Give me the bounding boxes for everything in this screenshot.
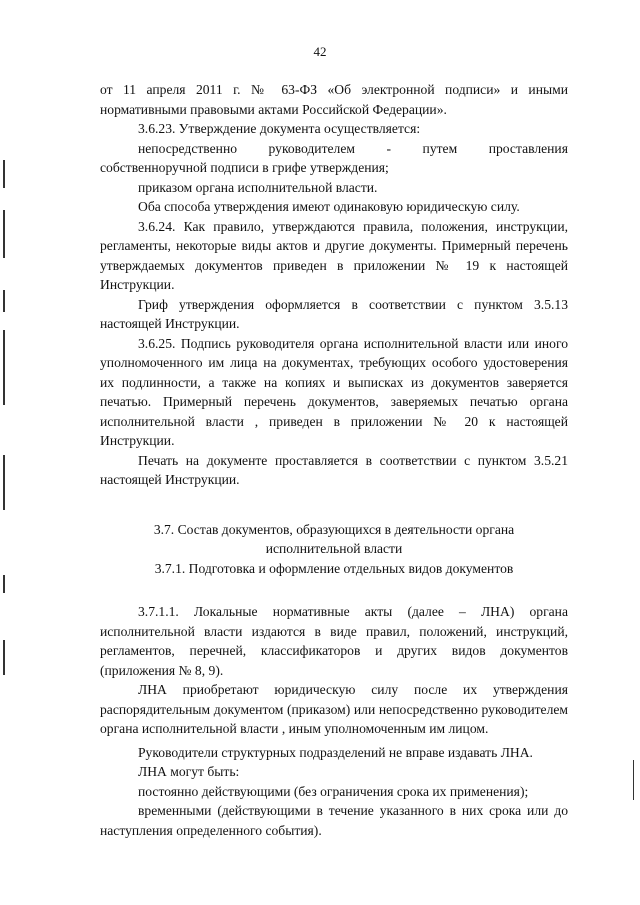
paragraph: нормативными правовыми актами Российской Федерации». (100, 101, 447, 117)
paragraph: ЛНА могут быть: (138, 764, 240, 779)
paragraph: 3.6.25. Подпись руководителя органа исполнительной власти или иного уполномоченного им лица на документах, требующих особого удостоверения их подлинности, а также на копиях и выписках из документов заверяется печатью. Примерный перечень документов, заверяемых печатью органа исполнительной власти , приведен в приложении № 20 к настоящей Инструкции. (100, 335, 568, 448)
paragraph: приказом органа исполнительной власти. (138, 179, 378, 195)
page-number: 42 (313, 44, 327, 59)
paragraph: Печать на документе проставляется в соответствии с пунктом 3.5.21 настоящей Инструкции. (100, 452, 568, 487)
word: руководителем (268, 140, 355, 156)
scan-edge-mark (3, 640, 5, 675)
paragraph: Гриф утверждения оформляется в соответствии с пунктом 3.5.13 настоящей Инструкции. (100, 296, 568, 331)
word: проставления (488, 140, 568, 156)
word: непосредственно (138, 140, 238, 156)
document-body (100, 80, 568, 840)
paragraph: собственноручной подписи в грифе утверждения; (100, 160, 389, 175)
paragraph: 3.6.23. Утверждение документа осуществляется: (138, 121, 421, 136)
scan-edge-mark (3, 160, 5, 188)
word: - (386, 140, 392, 156)
paragraph: временными (действующими в течение указанного в них срока или до наступления определенного события). (100, 803, 568, 838)
scan-edge-mark (3, 330, 5, 405)
word: путем (422, 140, 458, 156)
paragraph: Руководители структурных подразделений не вправе издавать ЛНА. (138, 744, 533, 760)
paragraph-spread-line (100, 139, 568, 159)
paragraph: Оба способа утверждения имеют одинаковую юридическую силу. (138, 199, 520, 214)
scan-edge-mark (633, 760, 634, 800)
subsection-heading: 3.7.1. Подготовка и оформление отдельных видов документов (154, 560, 514, 576)
paragraph: 3.7.1.1. Локальные нормативные акты (далее – ЛНА) органа исполнительной власти издаются в виде правил, положений, инструкций, регламентов, перечней, классификаторов и других видов документов (приложения № 8, 9). (100, 604, 568, 678)
scan-edge-mark (3, 455, 5, 510)
paragraph: 3.6.24. Как правило, утверждаются правила, положения, инструкции, регламенты, некоторые виды актов и другие документы. Примерный перечень утверждаемых документов приведен в приложении № 19 к настоящей Инструкции. (100, 218, 568, 292)
section-heading: 3.7. Состав документов, образующихся в деятельности органа (153, 521, 515, 537)
scan-edge-mark (3, 210, 5, 258)
scan-edge-mark (3, 575, 5, 593)
paragraph: постоянно действующими (без ограничения срока их применения); (138, 783, 529, 799)
scan-edge-mark (3, 290, 5, 312)
paragraph: от 11 апреля 2011 г. № 63-ФЗ «Об электронной подписи» и иными (100, 82, 568, 97)
section-heading: исполнительной власти (265, 541, 403, 556)
paragraph: ЛНА приобретают юридическую силу после их утверждения распорядительным документом (приказом) или непосредственно руководителем органа исполнительной власти , иным уполномоченным им лицом. (100, 682, 568, 736)
